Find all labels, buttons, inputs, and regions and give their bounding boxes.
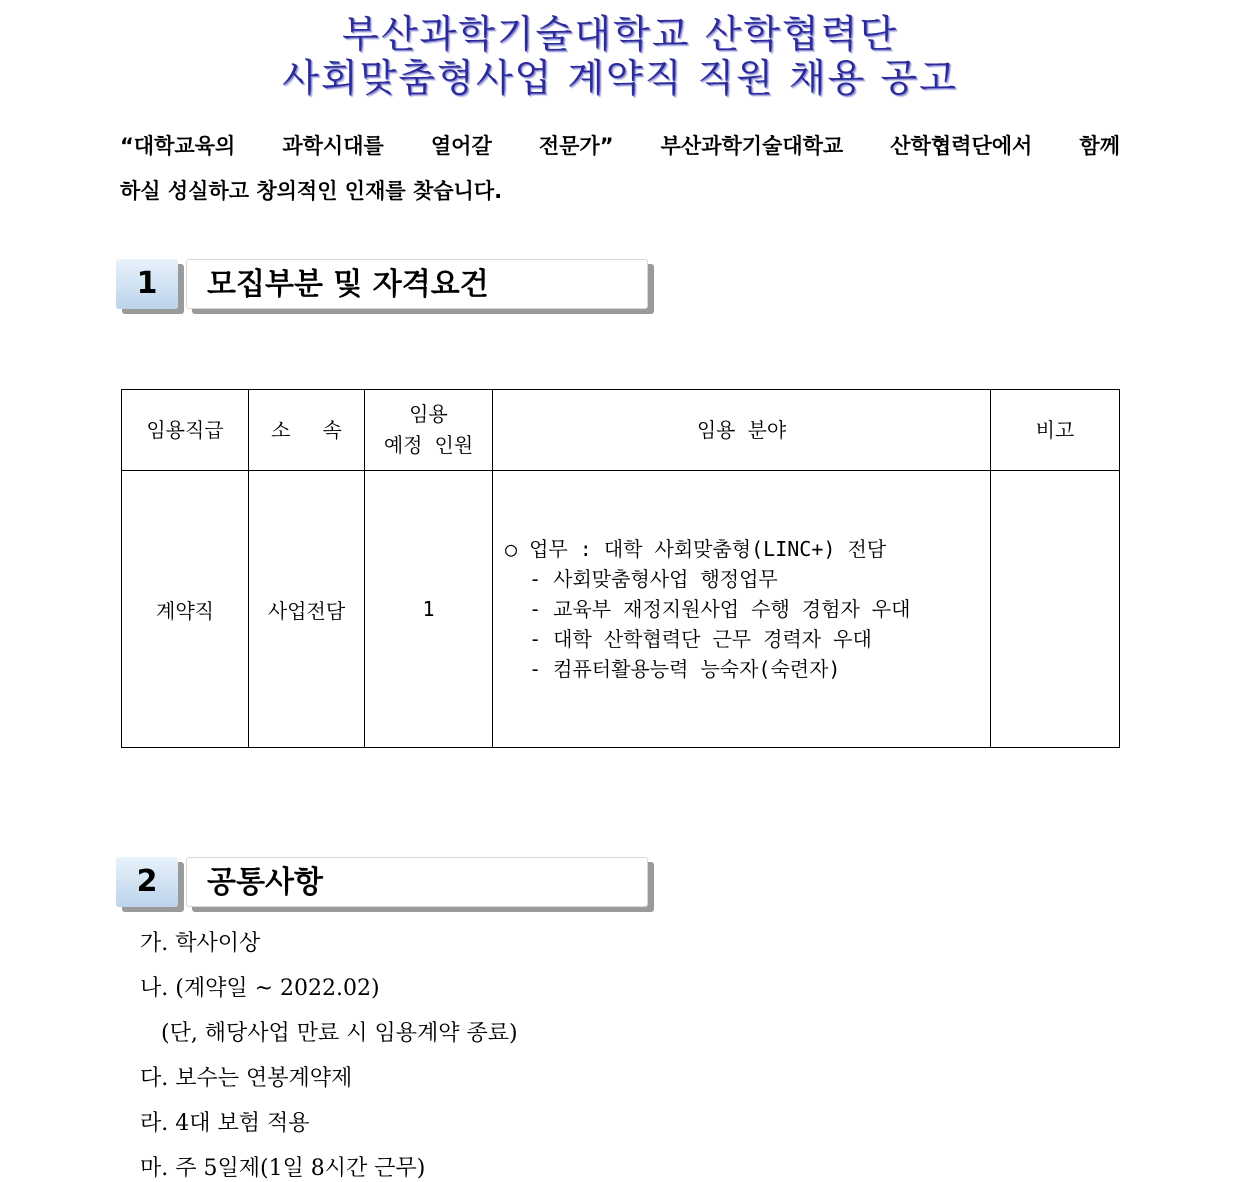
intro-text-line1: “대학교육의 과학시대를 열어갈 전문가” 부산과학기술대학교 산학협력단에서 함께	[120, 134, 1120, 158]
header-count	[365, 390, 493, 471]
header-affiliation: 소 속	[249, 390, 365, 471]
section1-heading: 모집부분 및 자격요건	[186, 259, 648, 309]
list-item: 가. 학사이상	[140, 931, 261, 956]
list-item: 라. 4대 보험 적용	[140, 1111, 310, 1136]
recruitment-table	[121, 389, 1120, 748]
list-item: 다. 보수는 연봉계약제	[140, 1066, 353, 1091]
section1-number-badge: 1	[116, 259, 178, 309]
duty-line: - 컴퓨터활용능력 능숙자(숙련자)	[505, 657, 841, 681]
header-count-line1: 임용	[409, 402, 448, 426]
cell-count: 1	[365, 471, 493, 748]
section2-number-badge: 2	[116, 857, 178, 907]
list-item: 마. 주 5일제(1일 8시간 근무)	[140, 1156, 426, 1181]
duty-line: - 사회맞춤형사업 행정업무	[505, 567, 778, 591]
section2-heading: 공통사항	[186, 857, 648, 907]
cell-note	[991, 471, 1120, 748]
header-note: 비고	[991, 390, 1120, 471]
page-title-line2: 사회맞춤형사업 계약직 직원 채용 공고	[282, 56, 958, 100]
table-header-row	[122, 390, 1120, 471]
page-title-line1: 부산과학기술대학교 산학협력단	[342, 12, 898, 56]
list-item: 나. (계약일 ~ 2022.02)	[140, 976, 380, 1001]
cell-rank: 계약직	[122, 471, 249, 748]
header-rank: 임용직급	[122, 390, 249, 471]
cell-affiliation: 사업전담	[249, 471, 365, 748]
cell-duties	[493, 471, 991, 748]
header-count-line2: 예정 인원	[383, 433, 474, 457]
table-row	[122, 471, 1120, 748]
intro-text-line2: 하실 성실하고 창의적인 인재를 찾습니다.	[120, 179, 503, 203]
duty-line: - 교육부 재정지원사업 수행 경험자 우대	[505, 597, 911, 621]
duty-line: - 대학 산학협력단 근무 경력자 우대	[505, 627, 872, 651]
header-field: 임용 분야	[493, 390, 991, 471]
list-item: (단, 해당사업 만료 시 임용계약 종료)	[140, 1021, 518, 1046]
duty-line: ○ 업무 : 대학 사회맞춤형(LINC+) 전담	[505, 537, 887, 561]
